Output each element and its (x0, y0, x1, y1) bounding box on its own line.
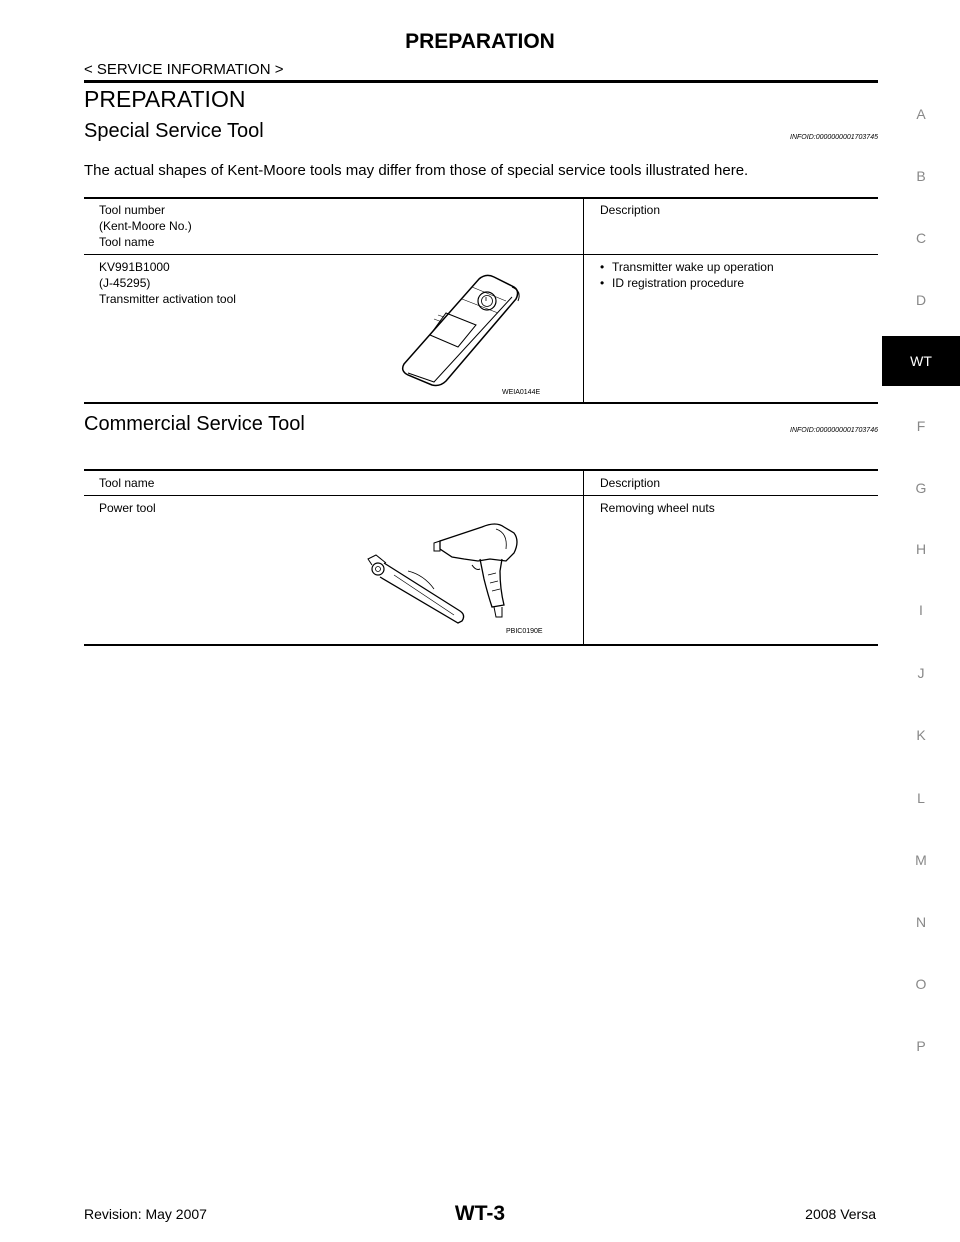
header-tool-number (99, 202, 192, 250)
index-tab-d[interactable]: D (915, 292, 927, 308)
footer-revision: Revision: May 2007 (84, 1206, 207, 1222)
index-tab-i[interactable]: I (919, 602, 923, 618)
commercial-infoid: INFOID:0000000001703746 (790, 427, 878, 434)
index-tab-p[interactable]: P (916, 1038, 926, 1054)
tool-description: Removing wheel nuts (600, 501, 715, 515)
index-tab-h[interactable]: H (915, 541, 927, 557)
page-title: PREPARATION (84, 86, 246, 112)
table-bottom-rule (84, 644, 878, 646)
section-path: < SERVICE INFORMATION > (84, 61, 284, 78)
table-header-rule (84, 495, 878, 496)
header-tool-name: Tool name (99, 476, 155, 490)
index-tab-b[interactable]: B (916, 168, 926, 184)
table-top-rule (84, 197, 878, 199)
index-tab-m[interactable]: M (915, 852, 927, 868)
index-tab-a[interactable]: A (916, 106, 926, 122)
index-tab-n[interactable]: N (915, 914, 927, 930)
footer-page-number: WT-3 (454, 1202, 506, 1225)
index-tab-j[interactable]: J (917, 665, 925, 681)
index-tab-wt-active[interactable]: WT (882, 336, 960, 386)
description-list (600, 259, 774, 291)
header-rule (84, 80, 878, 83)
kent-moore-number: (J-45295) (99, 276, 151, 290)
index-tab-l[interactable]: L (917, 790, 925, 806)
page-header-title: PREPARATION (405, 30, 555, 53)
header-line: (Kent-Moore No.) (99, 219, 192, 233)
table-header-rule (84, 254, 878, 255)
transmitter-tool-illustration (394, 269, 524, 389)
tool-description (600, 259, 774, 291)
table-bottom-rule (84, 402, 878, 404)
table-column-divider (583, 469, 584, 646)
table-top-rule (84, 469, 878, 471)
table-column-divider (583, 197, 584, 404)
header-description: Description (600, 203, 661, 217)
commercial-tool-table (84, 469, 878, 647)
index-tab-k[interactable]: K (916, 727, 926, 743)
tool-name: Transmitter activation tool (99, 292, 236, 306)
power-tool-illustration (364, 519, 554, 629)
footer-model: 2008 Versa (805, 1206, 876, 1222)
tool-number: KV991B1000 (99, 260, 170, 274)
index-tab-c[interactable]: C (915, 230, 927, 246)
tool-name: Power tool (99, 501, 156, 515)
header-line: Tool name (99, 235, 155, 249)
image-caption: PBIC0190E (506, 628, 543, 635)
commercial-service-tool-heading: Commercial Service Tool (84, 413, 305, 435)
description-item: • Transmitter wake up operation (600, 259, 774, 275)
index-tab-f[interactable]: F (916, 418, 926, 434)
intro-text: The actual shapes of Kent-Moore tools may differ from those of special service tools illustrated here. (84, 162, 749, 179)
image-caption: WEIA0144E (502, 389, 541, 396)
description-item: • ID registration procedure (600, 275, 774, 291)
special-infoid: INFOID:0000000001703745 (790, 134, 878, 141)
special-tool-table (84, 197, 878, 405)
tool-identifier (99, 259, 236, 307)
index-tab-g[interactable]: G (915, 480, 927, 496)
special-service-tool-heading: Special Service Tool (84, 120, 264, 142)
index-tab-o[interactable]: O (915, 976, 927, 992)
header-line: Tool number (99, 203, 166, 217)
header-description: Description (600, 476, 661, 490)
